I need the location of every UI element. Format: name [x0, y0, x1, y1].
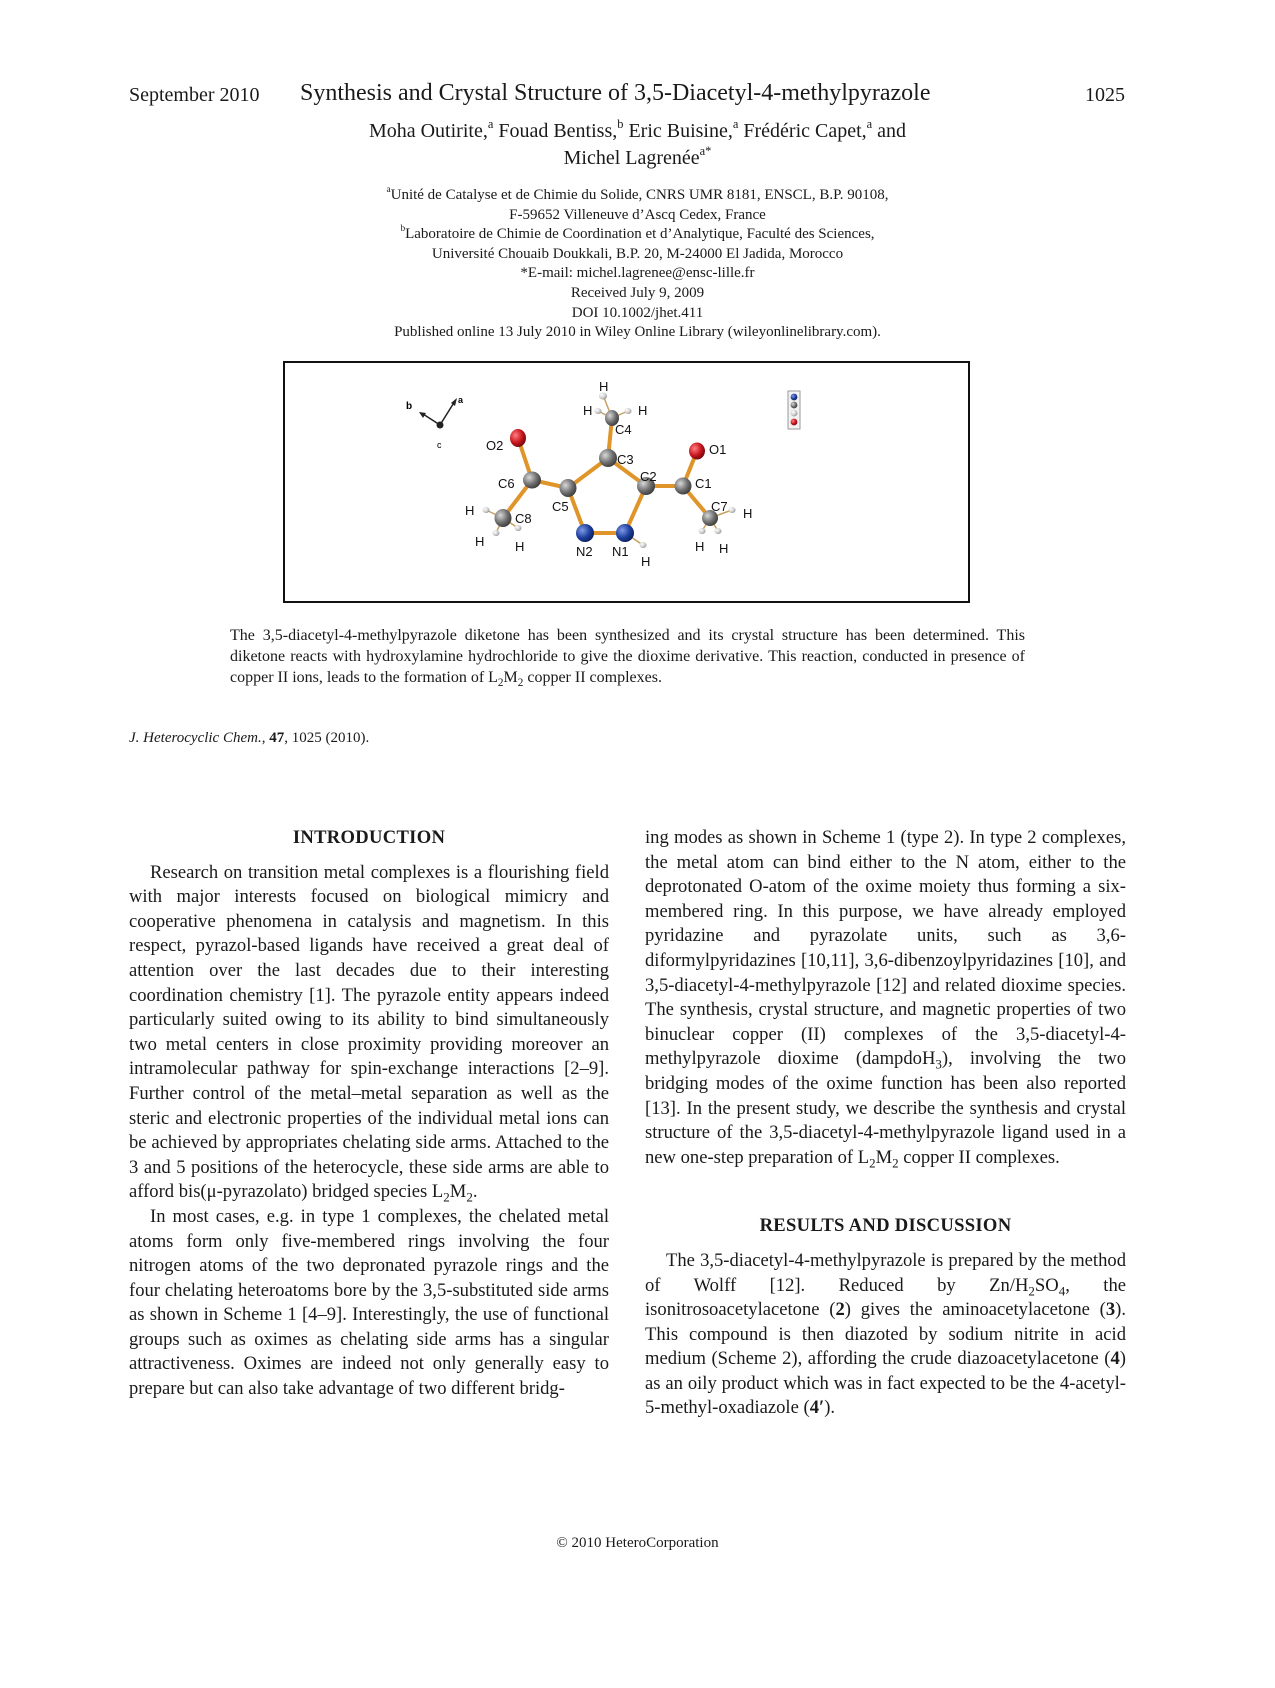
crystal-structure-figure	[283, 361, 970, 603]
introduction-heading: INTRODUCTION	[292, 827, 446, 848]
article-title: Synthesis and Crystal Structure of 3,5-Diacetyl-4-methylpyrazole	[300, 80, 931, 106]
svg-text:C7: C7	[711, 499, 728, 514]
right-column	[645, 826, 1126, 1421]
svg-text:H: H	[638, 403, 648, 418]
author-line-2: Michel Lagrenée$^{a*}$	[563, 144, 712, 169]
results-heading: RESULTS AND DISCUSSION	[759, 1215, 1012, 1237]
atom-h-c7c	[715, 528, 722, 534]
header-date: September 2010	[129, 84, 260, 106]
molecule-drawing	[285, 363, 968, 601]
axis-label-a: a	[458, 395, 464, 405]
abstract: The 3,5-diacetyl-4-methylpyrazole diketone has been synthesized and its crystal structure has been determined. This diketone reacts with hydroxylamine hydrochloride to give the dioxime derivative. This reaction, conducted in presence of copper II ions, leads to the formation of $L_2M_2$ copper II complexes.	[230, 627, 1025, 690]
atom-c6	[523, 472, 541, 489]
journal-citation: J. Heterocyclic Chem., 47, 1025 (2010).	[129, 730, 370, 746]
doi: DOI 10.1002/jhet.411	[571, 304, 704, 321]
author-list	[0, 118, 1275, 172]
svg-text:H: H	[583, 403, 593, 418]
atom-h-c8b	[493, 530, 500, 536]
atom-n2	[576, 524, 594, 542]
atom-h-c7a	[729, 507, 736, 513]
axis-origin	[437, 422, 444, 429]
left-column	[129, 826, 609, 1402]
received-date: Received July 9, 2009	[570, 284, 705, 301]
svg-text:H: H	[743, 506, 753, 521]
axis-a-arrow	[440, 401, 455, 425]
svg-text:H: H	[641, 554, 651, 569]
axis-label-c: c	[437, 440, 442, 450]
svg-text:C5: C5	[552, 499, 569, 514]
svg-text:H: H	[475, 534, 485, 549]
atom-h-c8a	[483, 507, 490, 513]
svg-text:H: H	[695, 539, 705, 554]
atom-c5	[560, 479, 577, 497]
atom-h-c7b	[699, 528, 706, 534]
svg-text:C6: C6	[498, 476, 515, 491]
legend-nitrogen-swatch	[791, 394, 798, 401]
atom-h-c4b	[595, 408, 602, 414]
intro-paragraph-3: ing modes as shown in Scheme 1 (type 2). In type 2 complexes, the metal atom can bind either to the N atom, either to the deprotonated O-atom of the oxime moiety thus forming a six-membered ring. In this purpose, we have already employed pyridazine and pyrazolate units, such as 3,6-diformylpyridazines [10,11], 3,6-dibenzoylpyridazines [10], and 3,5-diacetyl-4-methylpyrazole [12] and related dioxime species. The synthesis, crystal structure, and magnetic properties of two binuclear copper (II) complexes of the 3,5-diacetyl-4-methylpyrazole dioxime (dampdoH$_3$), involving the two bridging modes of the oxime function has been also reported [13]. In the present study, we describe the synthesis and crystal structure of the 3,5-diacetyl-4-methylpyrazole ligand used in a new one-step preparation of $L_2M_2$ copper II complexes.	[645, 827, 1127, 1171]
author-line-1: Moha Outirite,$^a$ Fouad Bentiss,$^b$ Eric Buisine,$^a$ Frédéric Capet,$^a$ and	[368, 117, 907, 142]
affiliation-a-cont: F-59652 Villeneuve d’Ascq Cedex, France	[509, 206, 766, 223]
svg-text:N1: N1	[612, 544, 629, 559]
intro-paragraph-2: In most cases, e.g. in type 1 complexes, the chelated metal atoms form only five-membered rings involving the four nitrogen atoms of the two depronated pyrazole rings and the four chelating heteroatoms bore by the 3,5-substituted side arms as shown in Scheme 1 [4–9]. Interestingly, the use of functional groups such as oximes as chelating side arms has a singular attractiveness. Oximes are indeed not only generally easy to prepare but can also take advantage of two different bridg-	[129, 1205, 609, 1400]
intro-paragraph-1: Research on transition metal complexes is a flourishing field with major interests focused on biological mimicry and cooperative phenomena in catalysis and magnetism. In this respect, pyrazol-based ligands have received a great deal of attention over the last decades due to their interesting coordination chemistry [1]. The pyrazole entity appears indeed particularly suited owing to its ability to bind simultaneously two metal centers in close proximity providing moreover an intramolecular pathway for spin-exchange interactions [2–9]. Further control of the metal–metal separation as well as the steric and electronic properties of the individual metal ions can be achieved by appropriates chelating side arms. Attached to the 3 and 5 positions of the heterocycle, these side arms are able to afford bis(μ-pyrazolato) bridged species $L_2M_2$.	[129, 861, 609, 1206]
copyright-footer: © 2010 HeteroCorporation	[556, 1535, 719, 1551]
atom-h-c4c	[625, 408, 632, 414]
atom-o2	[510, 429, 526, 447]
atom-c3	[599, 449, 617, 467]
atom-c8	[495, 509, 512, 527]
affiliations	[0, 186, 1275, 343]
svg-text:C1: C1	[695, 476, 712, 491]
svg-text:O2: O2	[486, 438, 504, 453]
contact-email: *E-mail: michel.lagrenee@ensc-lille.fr	[520, 265, 755, 282]
legend-oxygen-swatch	[791, 419, 798, 426]
axis-label-b: b	[406, 401, 413, 412]
atom-n1	[616, 524, 634, 542]
affiliation-a: $^a$Unité de Catalyse et de Chimie du Solide, CNRS UMR 8181, ENSCL, B.P. 90108,	[386, 185, 889, 203]
svg-text:H: H	[515, 539, 525, 554]
atom-o1	[689, 443, 705, 460]
svg-text:C4: C4	[615, 422, 632, 437]
svg-text:H: H	[599, 379, 609, 394]
axis-indicator	[406, 395, 464, 450]
svg-text:N2: N2	[576, 544, 593, 559]
affiliation-b: $^b$Laboratoire de Chimie de Coordination et d’Analytique, Faculté des Sciences,	[400, 224, 875, 243]
svg-text:C8: C8	[515, 511, 532, 526]
svg-text:C3: C3	[617, 452, 634, 467]
affiliation-b-cont: Université Chouaib Doukkali, B.P. 20, M-24000 El Jadida, Morocco	[431, 245, 844, 262]
svg-text:O1: O1	[709, 442, 727, 457]
svg-text:H: H	[719, 541, 729, 556]
published-online: Published online 13 July 2010 in Wiley Online Library (wileyonlinelibrary.com).	[394, 324, 881, 341]
svg-text:H: H	[465, 503, 475, 518]
element-legend	[788, 391, 800, 429]
legend-carbon-swatch	[791, 402, 798, 409]
legend-hydrogen-swatch	[791, 410, 798, 417]
atom-h-n1	[640, 542, 647, 548]
page-number: 1025	[1085, 84, 1125, 106]
svg-text:C2: C2	[640, 469, 657, 484]
results-paragraph-1: The 3,5-diacetyl-4-methylpyrazole is prepared by the method of Wolff [12]. Reduced by $Zn/H_2SO_4$, the isonitrosoacetylacetone (2) gives the aminoacetylacetone (3). This compound is then diazoted by sodium nitrite in acid medium (Scheme 2), affording the crude diazoacetylacetone (4) as an oily product which was in fact expected to be the 4-acetyl-5-methyl-oxadiazole (4′).	[645, 1249, 1126, 1419]
atom-c1	[675, 478, 692, 495]
